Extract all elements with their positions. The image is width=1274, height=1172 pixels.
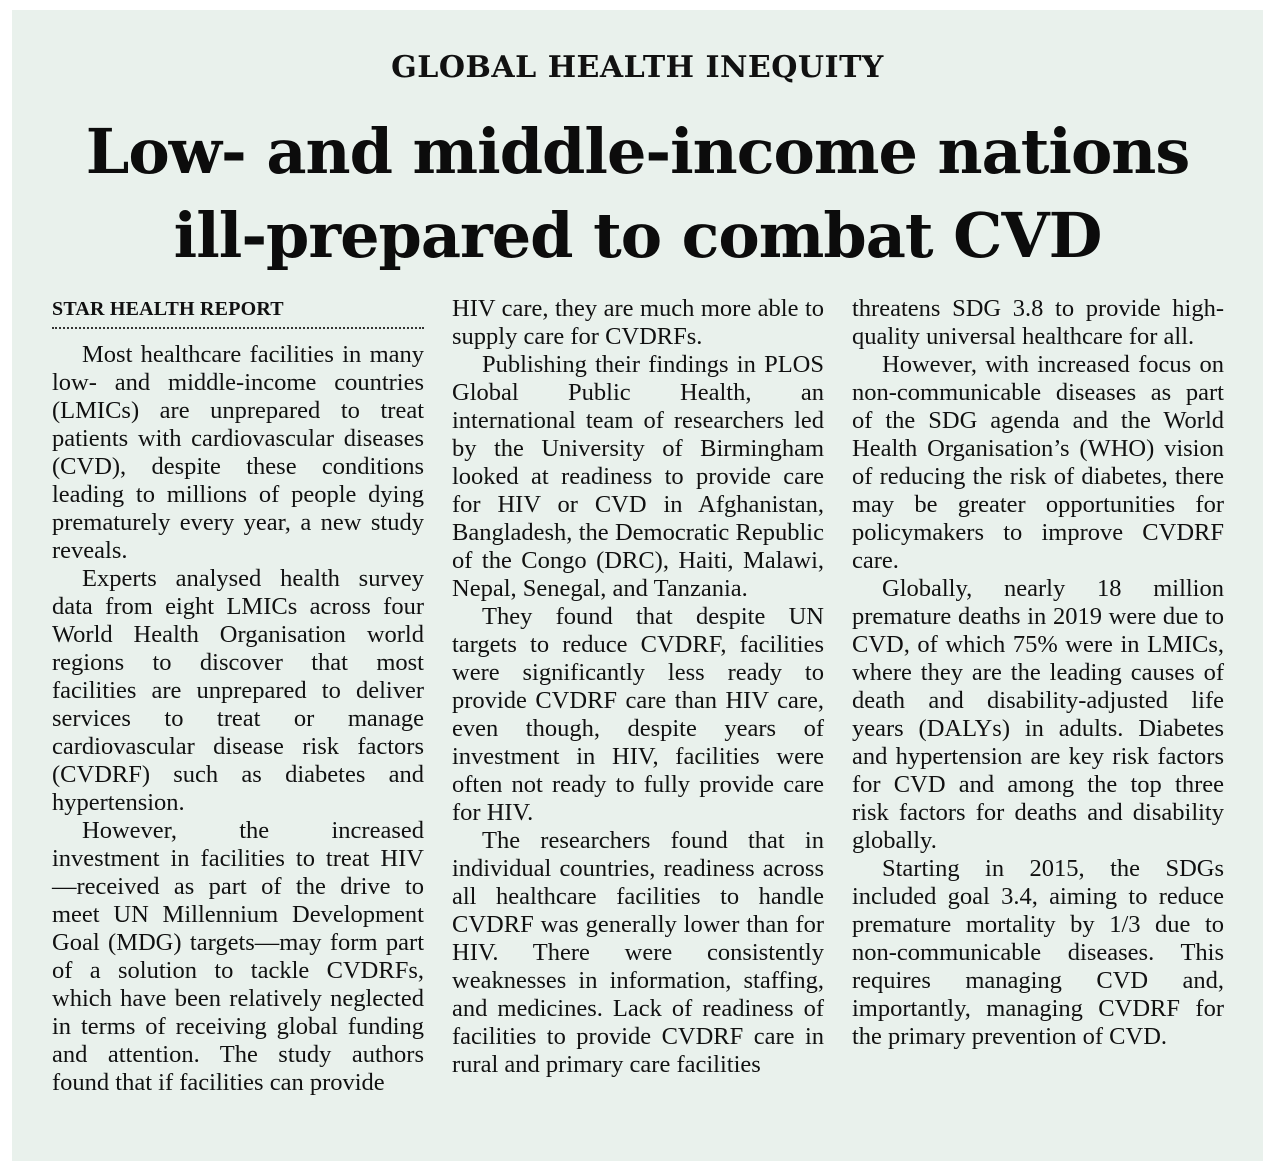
column-2 bbox=[452, 295, 824, 1079]
paragraph-continued: threatens SDG 3.8 to provide high-quality universal healthcare for all. bbox=[852, 295, 1224, 350]
paragraph: Publishing their findings in PLOS Global Public Health, an international team of researchers led by the University of Birmingham looked at readiness to provide care for HIV or CVD in Afghanistan, Bangladesh, the Democratic Republic of the Congo (DRC), Haiti, Malawi, Nepal, Senegal, and Tanzania. bbox=[452, 351, 824, 602]
headline-line-2: ill-prepared to combat CVD bbox=[173, 199, 1102, 272]
paragraph: Starting in 2015, the SDGs included goal 3.4, aiming to reduce premature mortality by 1/3 due to non-communicable diseases. This requires managing CVD and, importantly, managing CVDRF for the primary prevention of CVD. bbox=[852, 855, 1224, 1050]
byline: STAR HEALTH REPORT bbox=[52, 295, 424, 329]
paragraph: The researchers found that in individual countries, readiness across all healthcare facilities to handle CVDRF was generally lower than for HIV. There were consistently weaknesses in information, staffing, and medicines. Lack of readiness of facilities to provide CVDRF care in rural and primary care facilities bbox=[452, 827, 824, 1078]
paragraph: However, with increased focus on non-communicable diseases as part of the SDG agenda and the World Health Organisation’s (WHO) vision of reducing the risk of diabetes, there may be greater opportunities for policymakers to improve CVDRF care. bbox=[852, 351, 1224, 574]
headline bbox=[32, 110, 1243, 278]
section-kicker: GLOBAL HEALTH INEQUITY bbox=[391, 50, 884, 85]
column-3 bbox=[852, 295, 1224, 1051]
newspaper-clipping bbox=[12, 10, 1263, 1161]
paragraph-continued: HIV care, they are much more able to supply care for CVDRFs. bbox=[452, 295, 824, 350]
paragraph: Experts analysed health survey data from eight LMICs across four World Health Organisation world regions to discover that most facilities are unprepared to deliver services to treat or manage cardiovascular disease risk factors (CVDRF) such as diabetes and hypertension. bbox=[52, 565, 424, 816]
column-1 bbox=[52, 295, 424, 1097]
paragraph: Globally, nearly 18 million premature deaths in 2019 were due to CVD, of which 75% were in LMICs, where they are the leading causes of death and disability-adjusted life years (DALYs) in adults. Diabetes and hypertension are key risk factors for CVD and among the top three risk factors for deaths and disability globally. bbox=[852, 575, 1224, 854]
headline-line-1: Low- and middle-income nations bbox=[85, 115, 1190, 188]
paragraph: However, the increased investment in facilities to treat HIV—received as part of the drive to meet UN Millennium Development Goal (MDG) targets—may form part of a solution to tackle CVDRFs, which have been relatively neglected in terms of receiving global funding and attention. The study authors found that if facilities can provide bbox=[52, 817, 424, 1096]
paragraph: They found that despite UN targets to reduce CVDRF, facilities were significantly less ready to provide CVDRF care than HIV care, even though, despite years of investment in HIV, facilities were often not ready to fully provide care for HIV. bbox=[452, 603, 824, 826]
paragraph: Most healthcare facilities in many low- and middle-income countries (LMICs) are unprepared to treat patients with cardiovascular diseases (CVD), despite these conditions leading to millions of people dying prematurely every year, a new study reveals. bbox=[52, 341, 424, 564]
